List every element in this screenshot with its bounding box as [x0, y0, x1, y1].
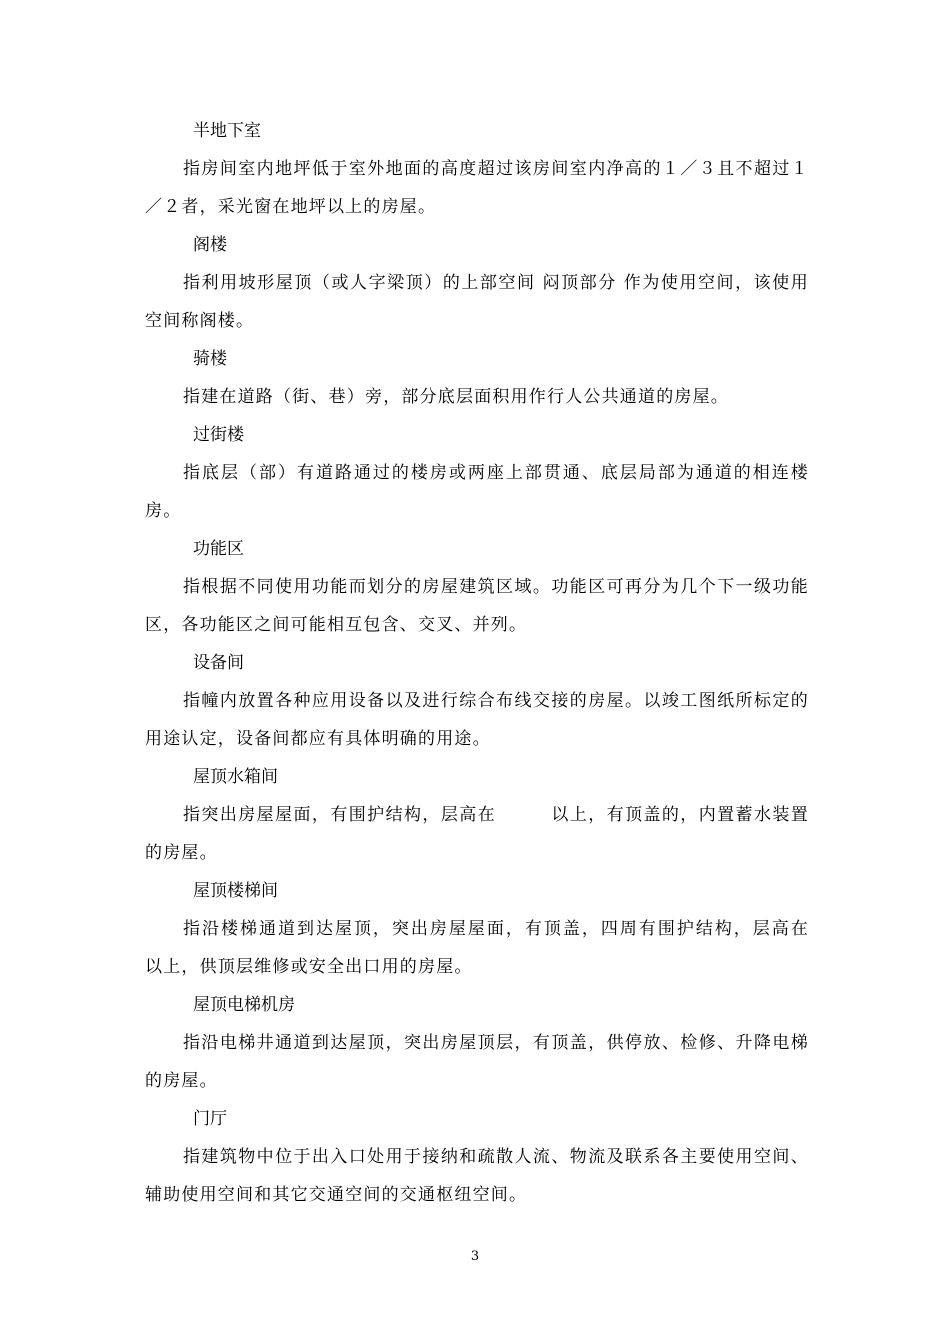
term-definition: 指沿楼梯通道到达屋顶，突出房屋屋面，有顶盖，四周有围护结构，层高在 以上，供顶层维修或安全出口用的房屋。	[145, 919, 828, 977]
entry-attic	[145, 226, 809, 340]
entry-arcade-building	[145, 340, 809, 416]
entry-roof-stairwell	[145, 872, 828, 986]
entry-equipment-room	[145, 644, 809, 758]
term-heading: 功能区	[193, 539, 244, 559]
term-heading: 屋顶水箱间	[193, 767, 278, 787]
term-definition: 指底层（部）有道路通过的楼房或两座上部贯通、底层局部为通道的相连楼房。	[145, 463, 809, 521]
entry-functional-zone	[145, 530, 809, 644]
term-heading: 阁楼	[193, 235, 227, 255]
term-heading: 屋顶电梯机房	[193, 995, 295, 1015]
term-heading: 骑楼	[193, 349, 227, 369]
term-definition: 指幢内放置各种应用设备以及进行综合布线交接的房屋。以竣工图纸所标定的用途认定，设备间都应有具体明确的用途。	[145, 691, 809, 749]
page-number: 3	[470, 1249, 480, 1264]
term-definition: 指根据不同使用功能而划分的房屋建筑区域。功能区可再分为几个下一级功能区，各功能区之间可能相互包含、交叉、并列。	[145, 577, 809, 635]
term-definition: 指房间室内地坪低于室外地面的高度超过该房间室内净高的１／３且不超过１／２者，采光窗在地坪以上的房屋。	[145, 159, 809, 217]
entry-roof-elevator-machine-room	[145, 986, 809, 1100]
page-body	[145, 112, 828, 1214]
entry-semi-basement	[145, 112, 809, 226]
term-definition: 指建筑物中位于出入口处用于接纳和疏散人流、物流及联系各主要使用空间、辅助使用空间和其它交通空间的交通枢纽空间。	[145, 1147, 809, 1205]
term-heading: 设备间	[193, 653, 244, 673]
term-definition: 指利用坡形屋顶（或人字梁顶）的上部空间 闷顶部分 作为使用空间，该使用空间称阁楼。	[145, 273, 809, 331]
entry-roof-water-tank-room	[145, 758, 809, 872]
term-definition: 指突出房屋屋面，有围护结构，层高在 以上，有顶盖的，内置蓄水装置的房屋。	[145, 805, 809, 863]
term-heading: 半地下室	[193, 121, 261, 141]
entry-overpass-building	[145, 416, 809, 530]
term-definition: 指建在道路（街、巷）旁，部分底层面积用作行人公共通道的房屋。	[183, 387, 729, 407]
entry-lobby	[145, 1100, 809, 1214]
term-heading: 过街楼	[193, 425, 244, 445]
term-definition: 指沿电梯井通道到达屋顶，突出房屋顶层，有顶盖，供停放、检修、升降电梯的房屋。	[145, 1033, 809, 1091]
term-heading: 门厅	[193, 1109, 227, 1129]
term-heading: 屋顶楼梯间	[193, 881, 278, 901]
